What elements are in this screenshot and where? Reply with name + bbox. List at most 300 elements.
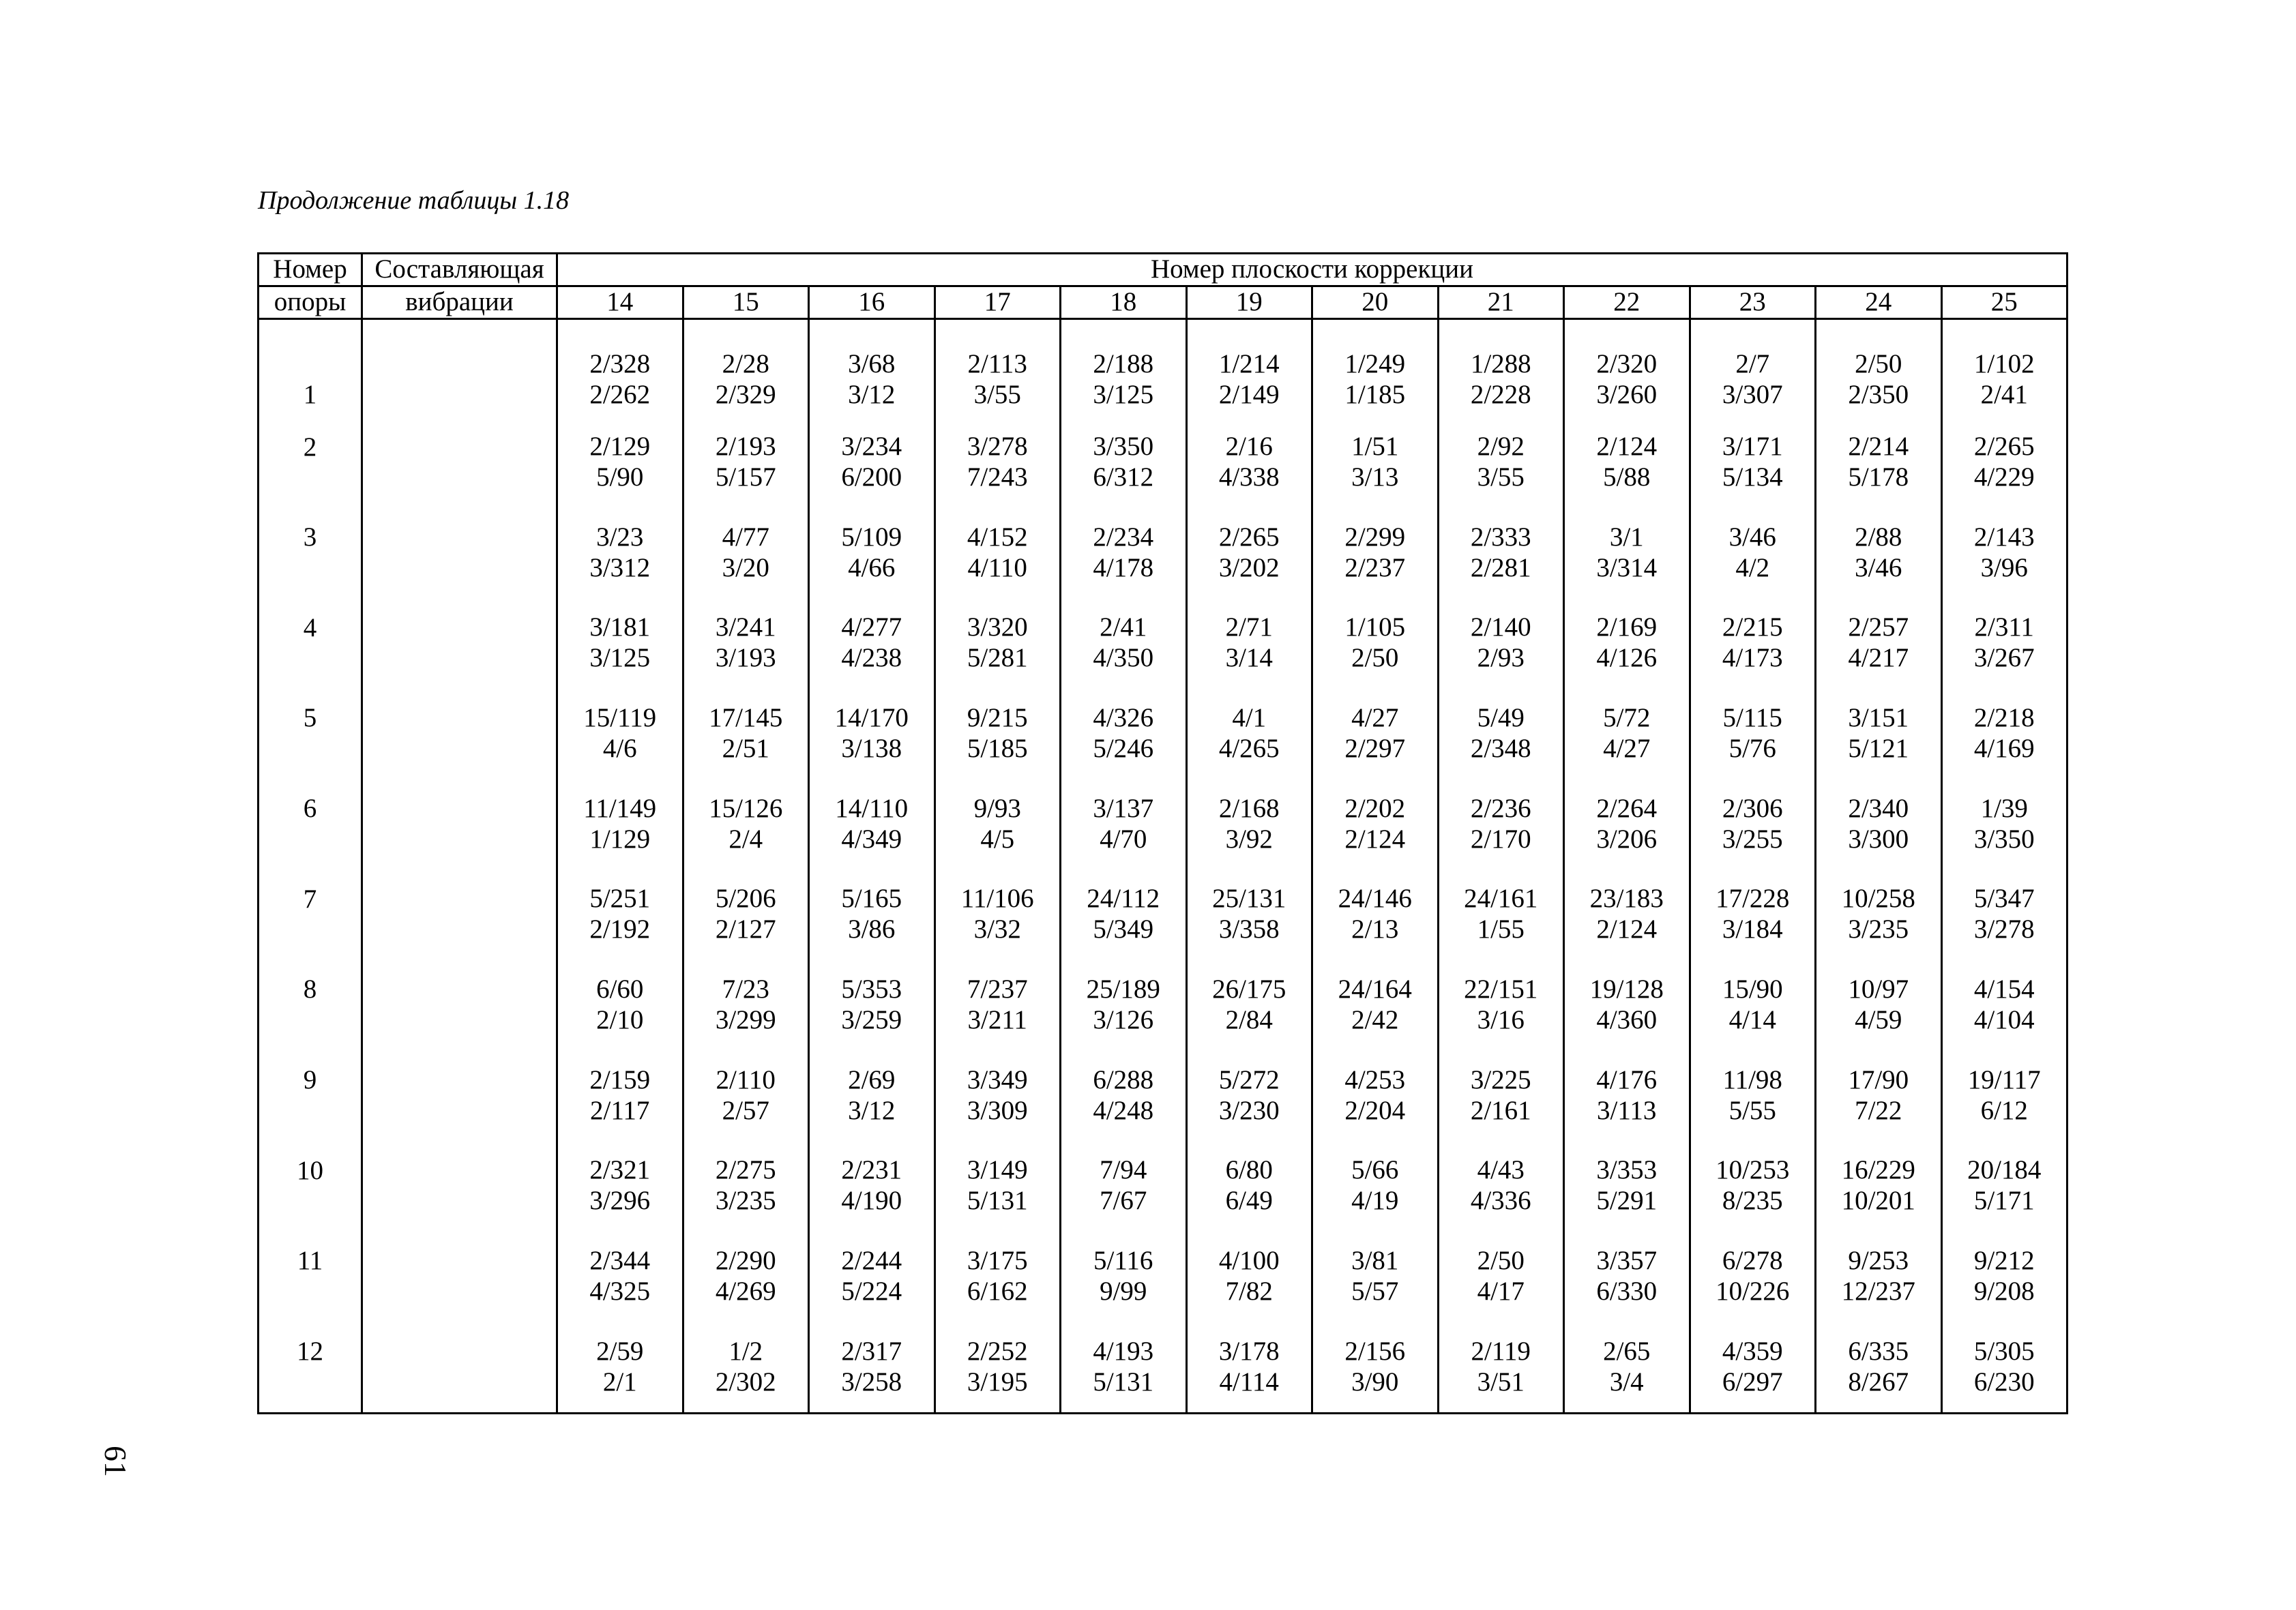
transverse-value: 2/127 (715, 914, 776, 944)
value-cell (1564, 869, 1690, 960)
transverse-value: 2/13 (1351, 914, 1399, 944)
support-number: 5 (303, 703, 317, 733)
value-cell (934, 779, 1061, 869)
support-number-cell (259, 869, 362, 960)
value-cell (1438, 598, 1564, 689)
table-row (259, 507, 2067, 598)
value-cell (1816, 869, 1942, 960)
vertical-value: 2/340 (1848, 793, 1909, 823)
transverse-value: 2/1 (602, 1367, 637, 1397)
support-number-cell (259, 689, 362, 779)
vertical-value: 11/149 (583, 793, 657, 823)
value-cell (809, 507, 935, 598)
vertical-value: 2/88 (1855, 522, 1902, 552)
component-cell (362, 417, 557, 508)
support-number: 1 (303, 379, 317, 409)
value-cell (1816, 779, 1942, 869)
transverse-value: 3/312 (589, 552, 651, 582)
support-number: 8 (303, 974, 317, 1004)
vertical-value: 4/77 (722, 522, 769, 552)
value-cell (1816, 1322, 1942, 1413)
value-cell (1690, 318, 1816, 417)
vertical-value: 7/94 (1100, 1155, 1147, 1185)
transverse-value: 5/90 (596, 462, 644, 492)
vertical-value: 16/229 (1841, 1155, 1915, 1185)
vertical-value: 3/46 (1728, 522, 1776, 552)
value-cell (1061, 1322, 1187, 1413)
value-cell (1438, 1322, 1564, 1413)
transverse-value: 4/66 (848, 552, 896, 582)
header-plane-number: 16 (809, 286, 935, 318)
value-cell (1816, 1141, 1942, 1232)
support-number-cell (259, 1141, 362, 1232)
vertical-value: 1/39 (1980, 793, 2028, 823)
vertical-value: 4/359 (1722, 1336, 1783, 1366)
transverse-value: 3/46 (1855, 552, 1902, 582)
vertical-value: 2/306 (1722, 793, 1783, 823)
value-cell (557, 689, 683, 779)
component-cell (362, 1322, 557, 1413)
vertical-value: 2/59 (596, 1336, 644, 1366)
transverse-value: 2/192 (589, 914, 651, 944)
transverse-value: 4/265 (1218, 733, 1280, 763)
table-row (259, 869, 2067, 960)
component-cell (362, 1050, 557, 1141)
vertical-value: 3/350 (1093, 432, 1154, 462)
transverse-value: 1/129 (589, 824, 651, 854)
value-cell (1941, 869, 2067, 960)
transverse-value: 3/184 (1722, 914, 1783, 944)
transverse-value: 4/19 (1351, 1186, 1399, 1216)
transverse-value: 4/350 (1093, 643, 1154, 673)
transverse-value: 4/70 (1100, 824, 1147, 854)
vertical-value: 22/151 (1464, 974, 1538, 1004)
vertical-value: 1/105 (1344, 612, 1406, 642)
transverse-value: 4/336 (1470, 1186, 1531, 1216)
transverse-value: 5/185 (967, 733, 1028, 763)
value-cell (683, 869, 809, 960)
transverse-value: 4/217 (1848, 643, 1909, 673)
value-cell (1941, 689, 2067, 779)
transverse-value: 8/267 (1848, 1367, 1909, 1397)
value-cell (1941, 1232, 2067, 1322)
vertical-value: 2/265 (1973, 432, 2035, 462)
vertical-value: 25/131 (1212, 884, 1286, 914)
vertical-value: 4/154 (1973, 974, 2035, 1004)
vertical-value: 17/145 (709, 703, 783, 733)
vertical-value: 20/184 (1967, 1155, 2042, 1185)
value-cell (1564, 1232, 1690, 1322)
value-cell (1186, 1322, 1312, 1413)
vertical-value: 3/151 (1848, 703, 1909, 733)
transverse-value: 3/32 (973, 914, 1021, 944)
vertical-value: 2/275 (715, 1155, 776, 1185)
vertical-value: 19/128 (1589, 974, 1664, 1004)
vertical-value: 10/258 (1841, 884, 1915, 914)
vertical-value: 2/202 (1344, 793, 1406, 823)
transverse-value: 3/230 (1218, 1095, 1280, 1125)
vertical-value: 5/49 (1477, 703, 1525, 733)
value-cell (1564, 318, 1690, 417)
transverse-value: 6/230 (1973, 1367, 2035, 1397)
value-cell (1941, 960, 2067, 1051)
vertical-value: 2/113 (967, 348, 1027, 378)
vertical-value: 17/90 (1848, 1064, 1909, 1094)
support-number-cell (259, 507, 362, 598)
value-cell (683, 417, 809, 508)
transverse-value: 7/22 (1855, 1095, 1902, 1125)
value-cell (683, 318, 809, 417)
table-row (259, 779, 2067, 869)
value-cell (1564, 417, 1690, 508)
vertical-value: 2/110 (716, 1064, 776, 1094)
transverse-value: 3/202 (1218, 552, 1280, 582)
vertical-value: 3/149 (967, 1155, 1028, 1185)
vertical-value: 2/7 (1735, 348, 1770, 378)
value-cell (809, 1050, 935, 1141)
transverse-value: 9/99 (1100, 1276, 1147, 1306)
support-number-cell (259, 1232, 362, 1322)
transverse-value: 2/329 (715, 379, 776, 409)
vertical-value: 2/218 (1973, 703, 2035, 733)
support-number-cell (259, 318, 362, 417)
transverse-value: 3/16 (1477, 1004, 1525, 1034)
transverse-value: 2/161 (1470, 1095, 1531, 1125)
vertical-value: 3/234 (841, 432, 902, 462)
transverse-value: 4/338 (1218, 462, 1280, 492)
vertical-value: 3/81 (1351, 1245, 1399, 1275)
vertical-value: 2/188 (1093, 348, 1154, 378)
vertical-value: 2/50 (1477, 1245, 1525, 1275)
transverse-value: 3/125 (589, 643, 651, 673)
value-cell (1186, 318, 1312, 417)
vertical-value: 7/237 (967, 974, 1028, 1004)
value-cell (1438, 960, 1564, 1051)
vertical-value: 2/231 (841, 1155, 902, 1185)
vertical-value: 3/278 (967, 432, 1028, 462)
value-cell (809, 1232, 935, 1322)
transverse-value: 5/281 (967, 643, 1028, 673)
value-cell (1312, 1322, 1439, 1413)
vertical-value: 25/189 (1086, 974, 1160, 1004)
value-cell (1061, 1232, 1187, 1322)
vertical-value: 24/146 (1338, 884, 1412, 914)
transverse-value: 6/330 (1596, 1276, 1658, 1306)
transverse-value: 1/55 (1477, 914, 1525, 944)
vertical-value: 24/164 (1338, 974, 1412, 1004)
vertical-value: 5/353 (841, 974, 902, 1004)
transverse-value: 3/51 (1477, 1367, 1525, 1397)
header-plane-number: 17 (934, 286, 1061, 318)
transverse-value: 3/4 (1609, 1367, 1644, 1397)
vertical-value: 2/92 (1477, 432, 1525, 462)
vertical-value: 2/193 (715, 432, 776, 462)
value-cell (1564, 1050, 1690, 1141)
vertical-value: 5/72 (1603, 703, 1651, 733)
transverse-value: 3/255 (1722, 824, 1783, 854)
value-cell (683, 1232, 809, 1322)
value-cell (1186, 507, 1312, 598)
component-cell (362, 1232, 557, 1322)
transverse-value: 3/193 (715, 643, 776, 673)
header-plane-number: 25 (1941, 286, 2067, 318)
value-cell (1312, 1141, 1439, 1232)
header-plane-number: 15 (683, 286, 809, 318)
value-cell (934, 1232, 1061, 1322)
support-number-cell (259, 417, 362, 508)
transverse-value: 2/10 (596, 1004, 644, 1034)
value-cell (1690, 1141, 1816, 1232)
value-cell (1816, 318, 1942, 417)
vertical-value: 4/152 (967, 522, 1028, 552)
vertical-value: 2/129 (589, 432, 651, 462)
vertical-value: 3/181 (589, 612, 651, 642)
transverse-value: 5/246 (1093, 733, 1154, 763)
transverse-value: 4/360 (1596, 1004, 1658, 1034)
value-cell (809, 779, 935, 869)
vertical-value: 3/353 (1596, 1155, 1658, 1185)
value-cell (1941, 1322, 2067, 1413)
transverse-value: 7/243 (967, 462, 1028, 492)
vibration-table (257, 252, 2068, 1414)
transverse-value: 4/17 (1477, 1276, 1525, 1306)
vertical-value: 2/328 (589, 348, 651, 378)
transverse-value: 4/248 (1093, 1095, 1154, 1125)
transverse-value: 3/235 (1848, 914, 1909, 944)
vertical-value: 5/66 (1351, 1155, 1399, 1185)
table-row (259, 689, 2067, 779)
component-cell (362, 598, 557, 689)
value-cell (1061, 689, 1187, 779)
value-cell (1061, 507, 1187, 598)
vertical-value: 4/193 (1093, 1336, 1154, 1366)
transverse-value: 3/211 (967, 1004, 1027, 1034)
vertical-value: 2/320 (1596, 348, 1658, 378)
value-cell (1312, 1232, 1439, 1322)
transverse-value: 12/237 (1841, 1276, 1915, 1306)
vertical-value: 9/93 (973, 793, 1021, 823)
vertical-value: 2/234 (1093, 522, 1154, 552)
value-cell (683, 960, 809, 1051)
value-cell (1438, 689, 1564, 779)
value-cell (1690, 598, 1816, 689)
transverse-value: 2/149 (1218, 379, 1280, 409)
vertical-value: 2/215 (1722, 612, 1783, 642)
component-cell (362, 318, 557, 417)
transverse-value: 4/2 (1735, 552, 1770, 582)
table-row (259, 598, 2067, 689)
value-cell (557, 507, 683, 598)
value-cell (809, 417, 935, 508)
value-cell (1438, 779, 1564, 869)
transverse-value: 3/125 (1093, 379, 1154, 409)
transverse-value: 2/302 (715, 1367, 776, 1397)
vertical-value: 2/252 (967, 1336, 1028, 1366)
transverse-value: 5/224 (841, 1276, 902, 1306)
table-row (259, 960, 2067, 1051)
value-cell (1816, 598, 1942, 689)
transverse-value: 3/55 (973, 379, 1021, 409)
vertical-value: 3/357 (1596, 1245, 1658, 1275)
value-cell (809, 869, 935, 960)
transverse-value: 3/92 (1225, 824, 1273, 854)
value-cell (1941, 417, 2067, 508)
vertical-value: 2/299 (1344, 522, 1406, 552)
header-correction-plane-group: Номер плоскости коррекции (557, 254, 2067, 286)
vertical-value: 3/1 (1609, 522, 1644, 552)
transverse-value: 3/309 (967, 1095, 1028, 1125)
vertical-value: 5/165 (841, 884, 902, 914)
table-row (259, 1141, 2067, 1232)
transverse-value: 2/41 (1980, 379, 2028, 409)
vertical-value: 4/100 (1218, 1245, 1280, 1275)
vertical-value: 3/320 (967, 612, 1028, 642)
transverse-value: 9/208 (1973, 1276, 2035, 1306)
vertical-value: 24/112 (1087, 884, 1160, 914)
vertical-value: 6/335 (1848, 1336, 1909, 1366)
value-cell (1564, 779, 1690, 869)
transverse-value: 4/325 (589, 1276, 651, 1306)
transverse-value: 3/126 (1093, 1004, 1154, 1034)
value-cell (1941, 1141, 2067, 1232)
transverse-value: 7/82 (1225, 1276, 1273, 1306)
vertical-value: 9/212 (1973, 1245, 2035, 1275)
vertical-value: 5/116 (1093, 1245, 1153, 1275)
transverse-value: 4/178 (1093, 552, 1154, 582)
vertical-value: 15/126 (709, 793, 783, 823)
value-cell (1312, 1050, 1439, 1141)
transverse-value: 5/131 (967, 1186, 1028, 1216)
value-cell (1438, 869, 1564, 960)
value-cell (1312, 417, 1439, 508)
transverse-value: 5/57 (1351, 1276, 1399, 1306)
value-cell (683, 779, 809, 869)
value-cell (1690, 1322, 1816, 1413)
transverse-value: 6/312 (1093, 462, 1154, 492)
vertical-value: 2/344 (589, 1245, 651, 1275)
transverse-value: 3/96 (1980, 552, 2028, 582)
header-plane-number: 22 (1564, 286, 1690, 318)
value-cell (809, 689, 935, 779)
vertical-value: 15/90 (1722, 974, 1783, 1004)
vertical-value: 2/244 (841, 1245, 902, 1275)
transverse-value: 3/300 (1848, 824, 1909, 854)
value-cell (1941, 507, 2067, 598)
transverse-value: 3/299 (715, 1004, 776, 1034)
value-cell (1438, 1050, 1564, 1141)
header-component-bottom: вибрации (362, 286, 557, 318)
header-plane-number: 18 (1061, 286, 1187, 318)
vertical-value: 3/175 (967, 1245, 1028, 1275)
table-row (259, 1322, 2067, 1413)
transverse-value: 5/88 (1603, 462, 1651, 492)
value-cell (1564, 689, 1690, 779)
value-cell (1186, 689, 1312, 779)
vertical-value: 5/272 (1218, 1064, 1280, 1094)
value-cell (557, 417, 683, 508)
transverse-value: 6/49 (1225, 1186, 1273, 1216)
header-plane-number: 23 (1690, 286, 1816, 318)
transverse-value: 5/178 (1848, 462, 1909, 492)
transverse-value: 3/12 (848, 1095, 896, 1125)
transverse-value: 4/349 (841, 824, 902, 854)
transverse-value: 5/131 (1093, 1367, 1154, 1397)
transverse-value: 4/190 (841, 1186, 902, 1216)
vertical-value: 6/288 (1093, 1064, 1154, 1094)
transverse-value: 5/291 (1596, 1186, 1658, 1216)
transverse-value: 4/104 (1973, 1004, 2035, 1034)
value-cell (1061, 960, 1187, 1051)
support-number: 10 (297, 1155, 323, 1185)
vertical-value: 2/321 (589, 1155, 651, 1185)
transverse-value: 2/237 (1344, 552, 1406, 582)
value-cell (934, 318, 1061, 417)
support-number: 6 (303, 794, 317, 824)
transverse-value: 10/226 (1716, 1276, 1790, 1306)
transverse-value: 3/90 (1351, 1367, 1399, 1397)
vertical-value: 14/170 (834, 703, 909, 733)
transverse-value: 3/278 (1973, 914, 2035, 944)
transverse-value: 2/170 (1470, 824, 1531, 854)
transverse-value: 4/169 (1973, 733, 2035, 763)
vertical-value: 3/137 (1093, 793, 1154, 823)
vertical-value: 2/71 (1225, 612, 1273, 642)
transverse-value: 4/229 (1973, 462, 2035, 492)
vibration-table-container (257, 252, 2068, 1414)
transverse-value: 2/124 (1596, 914, 1658, 944)
vertical-value: 2/264 (1596, 793, 1658, 823)
vertical-value: 4/43 (1477, 1155, 1525, 1185)
vertical-value: 9/253 (1848, 1245, 1909, 1275)
header-plane-number: 21 (1438, 286, 1564, 318)
support-number: 11 (297, 1246, 323, 1276)
value-cell (1816, 1050, 1942, 1141)
vertical-value: 2/16 (1225, 432, 1273, 462)
transverse-value: 4/59 (1855, 1004, 1902, 1034)
value-cell (1312, 689, 1439, 779)
transverse-value: 2/57 (722, 1095, 769, 1125)
vertical-value: 23/183 (1589, 884, 1664, 914)
transverse-value: 2/204 (1344, 1095, 1406, 1125)
transverse-value: 8/235 (1722, 1186, 1783, 1216)
value-cell (934, 417, 1061, 508)
vertical-value: 2/50 (1855, 348, 1902, 378)
transverse-value: 4/126 (1596, 643, 1658, 673)
vertical-value: 7/23 (722, 974, 769, 1004)
transverse-value: 4/110 (967, 552, 1027, 582)
vertical-value: 15/119 (583, 703, 657, 733)
value-cell (809, 598, 935, 689)
value-cell (809, 1141, 935, 1232)
vertical-value: 11/98 (1722, 1064, 1782, 1094)
transverse-value: 5/134 (1722, 462, 1783, 492)
vertical-value: 1/51 (1351, 432, 1399, 462)
value-cell (1816, 507, 1942, 598)
value-cell (1564, 1322, 1690, 1413)
value-cell (809, 1322, 935, 1413)
vertical-value: 5/115 (1722, 703, 1782, 733)
value-cell (683, 507, 809, 598)
value-cell (1312, 960, 1439, 1051)
support-number-cell (259, 598, 362, 689)
transverse-value: 3/206 (1596, 824, 1658, 854)
value-cell (1061, 318, 1187, 417)
header-plane-number: 14 (557, 286, 683, 318)
value-cell (934, 598, 1061, 689)
vertical-value: 6/60 (596, 974, 644, 1004)
transverse-value: 3/260 (1596, 379, 1658, 409)
vertical-value: 2/290 (715, 1245, 776, 1275)
